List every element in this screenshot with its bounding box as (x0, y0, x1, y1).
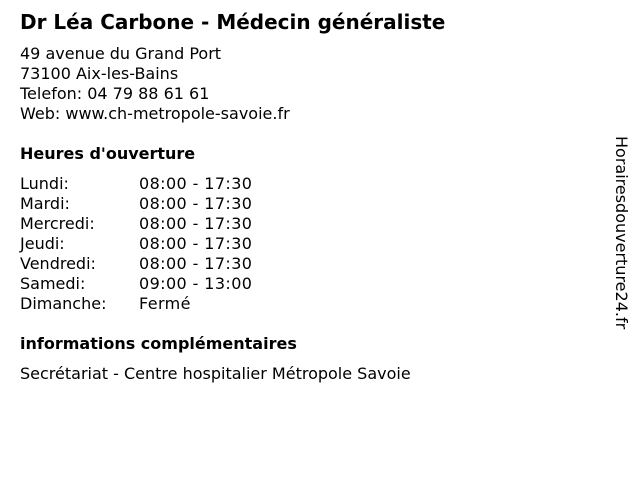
hours-time: 08:00 - 17:30 (139, 194, 253, 213)
opening-hours-heading: Heures d'ouverture (20, 144, 196, 163)
hours-row-saturday (20, 274, 252, 294)
additional-info-text: Secrétariat - Centre hospitalier Métropole Savoie (20, 364, 411, 383)
address-block (20, 44, 290, 124)
hours-row-sunday (20, 294, 252, 314)
site-watermark: Horairesdouverture24.fr (612, 136, 631, 330)
phone-number: Telefon: 04 79 88 61 61 (20, 84, 210, 103)
opening-hours-list (20, 174, 252, 314)
hours-day: Vendredi: (20, 254, 96, 273)
hours-time: 08:00 - 17:30 (139, 174, 253, 193)
hours-time: 08:00 - 17:30 (139, 234, 253, 253)
city-address: 73100 Aix-les-Bains (20, 64, 179, 83)
hours-row-friday (20, 254, 252, 274)
hours-time: 08:00 - 17:30 (139, 254, 253, 273)
hours-time: 08:00 - 17:30 (139, 214, 253, 233)
hours-day: Dimanche: (20, 294, 107, 313)
hours-row-tuesday (20, 194, 252, 214)
hours-time: Fermé (139, 294, 191, 313)
hours-day: Mercredi: (20, 214, 95, 233)
street-address: 49 avenue du Grand Port (20, 44, 222, 63)
hours-row-wednesday (20, 214, 252, 234)
hours-day: Jeudi: (20, 234, 65, 253)
hours-row-thursday (20, 234, 252, 254)
hours-time: 09:00 - 13:00 (139, 274, 253, 293)
hours-row-monday (20, 174, 252, 194)
hours-day: Lundi: (20, 174, 69, 193)
hours-day: Samedi: (20, 274, 86, 293)
page-title: Dr Léa Carbone - Médecin généraliste (20, 10, 446, 34)
additional-info-heading: informations complémentaires (20, 334, 297, 353)
website: Web: www.ch-metropole-savoie.fr (20, 104, 290, 123)
hours-day: Mardi: (20, 194, 70, 213)
